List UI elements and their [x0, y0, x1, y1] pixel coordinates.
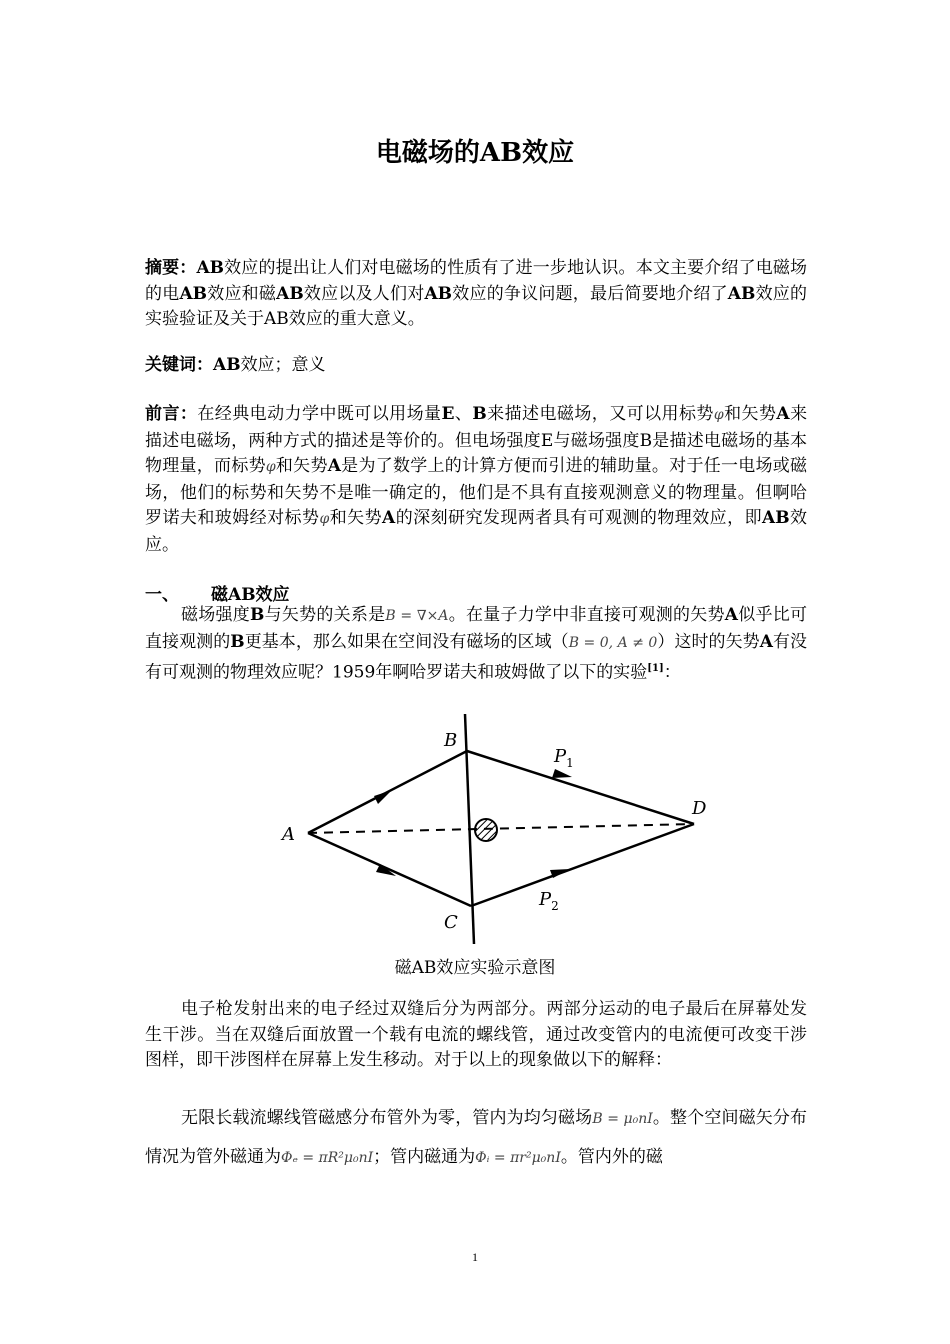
symbol-phi: φ: [319, 511, 330, 527]
abstract-text: AB: [276, 283, 304, 304]
body-text: ；管内磁通为: [373, 1147, 476, 1167]
keywords-text: 效应；意义: [240, 355, 326, 375]
body-text: 更基本，那么如果在空间没有磁场的区域（: [244, 631, 569, 652]
preface-paragraph: [145, 402, 807, 558]
equation-condition: B = 0, A ≠ 0: [568, 634, 658, 651]
label-P2: $P_2$: [539, 889, 559, 913]
preface-text: 和矢势: [723, 404, 777, 424]
symbol-B: B: [250, 605, 265, 625]
abstract-text: 效应的实验验证及关于AB效应的重大意义。: [145, 283, 808, 329]
abstract-text: 效应以及人们对: [303, 283, 425, 304]
preface-text: 来描述电磁场，又可以用标势: [486, 404, 714, 424]
body-paragraph-3: [145, 1099, 807, 1177]
abstract-text: AB: [424, 283, 453, 304]
body-text: ：: [663, 662, 681, 683]
preface-text: 和矢势: [275, 456, 328, 476]
label-P1: $P_1$: [554, 746, 574, 770]
abstract-text: 效应的提出让人们对电磁场的性质有了进一步地认识。本文主要介绍了电磁场的电: [145, 258, 808, 304]
preface-label: 前言：: [145, 404, 198, 424]
body-text: 。在量子力学中非直接可观测的矢势: [448, 605, 725, 625]
label-D: D: [692, 798, 707, 819]
symbol-phi: φ: [265, 459, 276, 475]
preface-text: 效应。: [145, 508, 808, 555]
path-B-D: [467, 751, 694, 824]
page-number: 1: [472, 1250, 478, 1264]
body-text: 。整个空间磁矢分布情况为管外磁通为: [145, 1108, 808, 1167]
keywords-paragraph: [145, 353, 807, 379]
symbol-A: A: [724, 605, 738, 625]
dashed-center-line: [308, 824, 694, 833]
body-text: 磁场强度: [181, 605, 251, 625]
preface-text: 、: [454, 404, 473, 424]
body-text: 。管内外的磁: [560, 1147, 663, 1167]
abstract-text: AB: [179, 283, 208, 304]
equation-flux-outside: Φₑ = πR²μ₀nI: [281, 1150, 374, 1166]
symbol-A: A: [327, 456, 341, 476]
section-title: 磁AB效应: [211, 585, 290, 605]
symbol-A: A: [759, 631, 773, 652]
preface-text: 来描述电磁场，两种方式的描述是等价的。但电场强度E与磁场强度B是描述电磁场的基本物理量，而标势: [145, 404, 808, 476]
equation-flux-inside: Φᵢ = πr²μ₀nI: [475, 1150, 561, 1166]
abstract-paragraph: [145, 256, 807, 333]
symbol-E: E: [441, 404, 455, 424]
preface-text: 的深刻研究发现两者具有可观测的物理效应，即: [395, 508, 763, 528]
symbol-B: B: [230, 631, 245, 652]
ab-effect-diagram: [0, 712, 950, 952]
figure-caption: 磁AB效应实验示意图: [394, 958, 556, 978]
body-text: 有没有可观测的物理效应呢？1959年啊哈罗诺夫和玻姆做了以下的实验: [145, 631, 808, 683]
body-text: ）这时的矢势: [657, 631, 760, 652]
keywords-text: AB: [213, 355, 241, 375]
body-paragraph-1: [145, 603, 807, 686]
arrow-icon: [374, 790, 392, 804]
path-A-C: [308, 833, 471, 906]
arrow-icon: [552, 769, 572, 778]
keywords-label: 关键词：: [145, 355, 213, 375]
path-C-D: [471, 824, 694, 906]
paper-title: 电磁场的AB效应: [375, 138, 575, 168]
body-paragraph-2: 电子枪发射出来的电子经过双缝后分为两部分。两部分运动的电子最后在屏幕处发生干涉。当在双缝后面放置一个载有电流的螺线管，通过改变管内的电流便可改变干涉图样，即干涉图样在屏幕上发生移动。对于以上的现象做以下的解释：: [145, 999, 807, 1070]
symbol-phi: φ: [713, 407, 724, 423]
equation-solenoid-field: B = μ₀nI: [592, 1111, 653, 1127]
preface-text: 是为了数学上的计算方便而引进的辅助量。对于任一电场或磁场，他们的标势和矢势不是唯一确定的，他们是不具有直接观测意义的物理量。但啊哈罗诺夫和玻姆经对标势: [145, 456, 808, 528]
preface-text: 和矢势: [329, 508, 383, 528]
preface-text: 在经典电动力学中既可以用场量: [197, 404, 442, 424]
section-heading: [145, 580, 290, 605]
symbol-B: B: [472, 404, 487, 424]
body-text: 似乎比可直接观测的: [145, 605, 807, 652]
citation[interactable]: [1]: [647, 663, 664, 674]
label-B: B: [444, 730, 458, 751]
abstract-text: AB: [196, 258, 225, 278]
preface-text: AB: [762, 508, 790, 528]
equation-curl: B = ∇×A: [385, 608, 449, 624]
section-number: 一、: [145, 585, 179, 605]
symbol-A: A: [776, 404, 790, 424]
arrow-icon: [550, 869, 570, 878]
abstract-label: 摘要：: [145, 258, 197, 278]
label-A: A: [282, 824, 295, 845]
symbol-A: A: [382, 508, 396, 528]
body-text: 无限长载流螺线管磁感分布管外为零，管内为均匀磁场: [181, 1108, 593, 1128]
abstract-text: AB: [727, 283, 756, 304]
abstract-text: 效应的争议问题，最后简要地介绍了: [452, 283, 728, 304]
solenoid-icon: [475, 819, 497, 841]
label-C: C: [444, 912, 458, 933]
body-text: 与矢势的关系是: [264, 605, 386, 625]
abstract-text: 效应和磁: [207, 283, 277, 304]
